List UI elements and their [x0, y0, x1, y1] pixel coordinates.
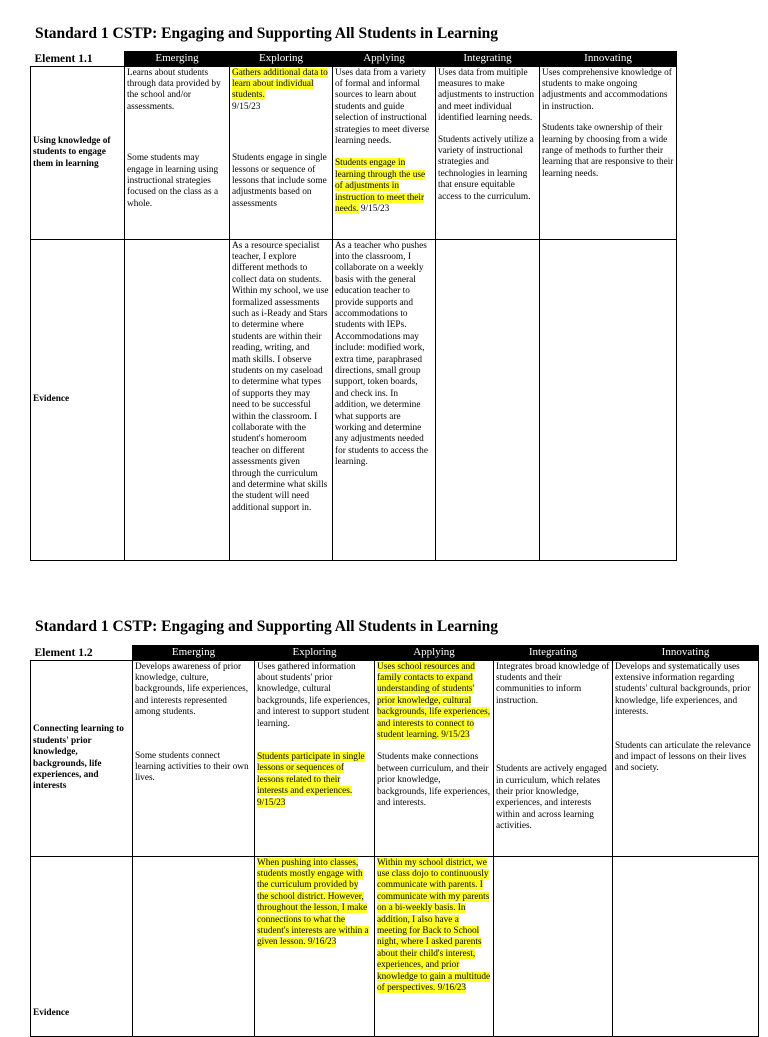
level-header-integrating: Integrating [494, 646, 613, 661]
cell-integrating [436, 66, 540, 239]
rubric-header-row [31, 52, 677, 67]
emerging-teacher-descriptor: Learns about students through data provided by the school and/or assessments. [127, 67, 221, 112]
standard-1-title-element-1-1: Standard 1 CSTP: Engaging and Supporting All Students in Learning [35, 25, 498, 42]
evidence-exploring [255, 856, 375, 1036]
highlighted-text: When pushing into classes, students mostly engage with the curriculum provided by the school district. However, throughout the lesson, I make connections to what the student's interests are within a given lesson. 9/16/23 [257, 857, 369, 948]
rubric-descriptor-row [31, 660, 759, 856]
integrating-teacher-descriptor: Integrates broad knowledge of students and their communities to inform instruction. [496, 661, 610, 706]
level-header-applying: Applying [333, 52, 436, 67]
row-label-using-knowledge: Using knowledge of students to engage them in learning [31, 66, 125, 239]
row-label-connecting-learning: Connecting learning to students' prior knowledge, backgrounds, life experiences, and interests [31, 660, 133, 856]
highlighted-text: Uses school resources and family contacts to expand understanding of students' prior knowledge, cultural backgrounds, life experiences, and interests to connect to student learning. 9/15/23 [377, 661, 491, 740]
cell-applying [375, 660, 494, 856]
rubric-evidence-row [31, 856, 759, 1036]
level-header-integrating: Integrating [436, 52, 540, 67]
exploring-student-descriptor: Students engage in single lessons or sequence of lessons that include some adjustments based on assessments [232, 153, 327, 209]
highlighted-text: Gathers additional data to learn about individual students. [232, 67, 328, 101]
evidence-emerging [125, 239, 230, 560]
applying-teacher-descriptor [377, 662, 491, 742]
cell-exploring [230, 66, 333, 239]
highlighted-text: Students participate in single lessons or sequences of lessons related to their interests and experiences. 9/15/23 [257, 751, 365, 808]
row-label-evidence: Evidence [31, 239, 125, 560]
exploring-teacher-descriptor: Uses gathered information about students' prior knowledge, cultural backgrounds, life experiences, and interest to support student learning. [257, 661, 371, 729]
applying-date: 9/15/23 [360, 203, 390, 214]
evidence-innovating [540, 239, 677, 560]
exploring-date: 9/15/23 [232, 101, 261, 112]
innovating-teacher-descriptor: Develops and systematically uses extensive information regarding students' cultural backgrounds, prior knowledge, life experiences, and interests. [615, 661, 751, 718]
evidence-exploring: As a resource specialist teacher, I explore different methods to collect data on students. Within my school, we use formalized assessments such as i-Ready and Stars to determine where students are within their reading, writing, and math skills. I observe students on my caseload to determine what types of supports they may need to be successful within the classroom. I collaborate with the student's homeroom teacher on different assessments given through the curriculum and determine what skills the student will need additional support in. [230, 239, 333, 560]
applying-student-descriptor: Students make connections between curriculum, and their prior knowledge, backgrounds, life experiences, and interests. [377, 752, 491, 808]
cell-innovating [540, 66, 677, 239]
highlighted-text: Students engage in learning through the use of adjustments in instruction to meet their needs. [335, 158, 426, 214]
level-header-exploring: Exploring [255, 646, 375, 661]
innovating-teacher-descriptor: Uses comprehensive knowledge of students to make ongoing adjustments and accommodations in instruction. [542, 67, 672, 112]
rubric-table-element-1-2 [30, 645, 759, 1037]
cell-exploring [255, 660, 375, 856]
emerging-teacher-descriptor: Develops awareness of prior knowledge, culture, backgrounds, life experiences, and interests represented among students. [135, 661, 249, 718]
level-header-exploring: Exploring [230, 52, 333, 67]
integrating-teacher-descriptor: Uses data from multiple measures to make adjustments to instruction and meet individual identified learning needs. [438, 67, 535, 124]
emerging-student-descriptor: Some students connect learning activities to their own lives. [135, 750, 249, 784]
innovating-student-descriptor: Students take ownership of their learning by choosing from a wide range of methods to further their learning that are responsive to their learning needs. [542, 123, 674, 179]
evidence-integrating [436, 239, 540, 560]
row-label-evidence: Evidence [31, 856, 133, 1036]
cell-emerging [133, 660, 255, 856]
rubric-descriptor-row [31, 66, 677, 239]
cell-integrating [494, 660, 613, 856]
level-header-applying: Applying [375, 646, 494, 661]
element-label: Element 1.2 [34, 646, 93, 659]
standard-1-title-element-1-2: Standard 1 CSTP: Engaging and Supporting All Students in Learning [35, 618, 498, 635]
rubric-table-element-1-1 [30, 51, 677, 561]
highlighted-text: Within my school district, we use class dojo to continuously communicate with parents. I communicate with my parents on a bi-weekly basis. In addition, I also have a meeting for Back to School night, where I asked parents about their child's interest, experiences, and prior knowledge to gain a multitude of perspectives. 9/16/23 [377, 857, 491, 993]
evidence-applying [375, 856, 494, 1036]
cell-emerging [125, 66, 230, 239]
element-label: Element 1.1 [34, 52, 93, 65]
level-header-innovating: Innovating [613, 646, 759, 661]
level-header-innovating: Innovating [540, 52, 677, 67]
evidence-applying: As a teacher who pushes into the classroom, I collaborate on a weekly basis with the general education teacher to provide supports and accommodations to students with IEPs. Accommodations may include: modified work, extra time, paraphrased directions, small group support, token boards, and check ins. In addition, we determine what supports are working and determine any adjustments needed for students to access the learning. [333, 239, 436, 560]
integrating-student-descriptor: Students are actively engaged in curriculum, which relates their prior knowledge, experiences, and interests within and across learning activities. [496, 764, 607, 832]
rubric-evidence-row [31, 239, 677, 560]
exploring-student-descriptor [257, 752, 372, 809]
level-header-emerging: Emerging [125, 52, 230, 67]
integrating-student-descriptor: Students actively utilize a variety of instructional strategies and technologies in learning that ensure equitable access to the curriculum. [438, 134, 534, 202]
rubric-header-row [31, 646, 759, 661]
cell-applying [333, 66, 436, 239]
evidence-emerging [133, 856, 255, 1036]
evidence-innovating [613, 856, 759, 1036]
emerging-student-descriptor: Some students may engage in learning using instructional strategies focused on the class as a whole. [127, 153, 219, 209]
evidence-integrating [494, 856, 613, 1036]
innovating-student-descriptor: Students can articulate the relevance and impact of lessons on their lives and society. [615, 740, 751, 774]
level-header-emerging: Emerging [133, 646, 255, 661]
applying-teacher-descriptor: Uses data from a variety of formal and informal sources to learn about students and guide selection of instructional strategies to meet diverse learning needs. [335, 67, 430, 146]
applying-student-descriptor [335, 158, 433, 215]
exploring-teacher-descriptor [232, 68, 330, 102]
cell-innovating [613, 660, 759, 856]
